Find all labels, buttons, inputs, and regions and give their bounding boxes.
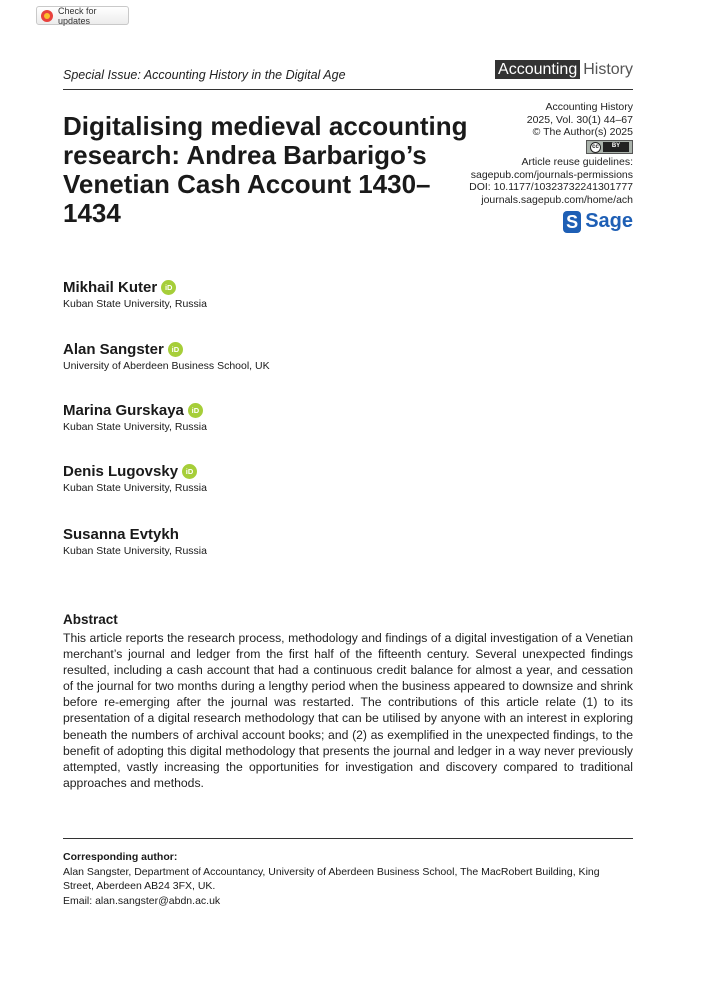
journal-home-link[interactable]: journals.sagepub.com/home/ach	[481, 193, 633, 206]
author-block	[63, 526, 207, 557]
author-name: Susanna Evtykh	[63, 526, 179, 543]
author-affiliation: Kuban State University, Russia	[63, 545, 207, 557]
special-issue-label: Special Issue: Accounting History in the Digital Age	[63, 68, 346, 82]
author-name: Denis Lugovsky	[63, 463, 179, 480]
author-name: Marina Gurskaya	[63, 402, 184, 419]
journal-name: Accounting History	[545, 101, 633, 113]
orcid-icon[interactable]: iD	[182, 464, 197, 479]
check-updates-label: Check for updates	[58, 5, 97, 26]
footer-divider	[63, 838, 633, 839]
orcid-icon[interactable]: iD	[188, 403, 203, 418]
creative-commons-icon[interactable]: cc BY	[586, 140, 633, 154]
author-name: Alan Sangster	[63, 341, 164, 358]
corresponding-address: Alan Sangster, Department of Accountancy, University of Aberdeen Business School, The MacRobert Building, King Street, Aberdeen AB24 3FX, UK.	[63, 865, 600, 892]
corresponding-heading: Corresponding author:	[63, 851, 178, 863]
publisher-name: Sage	[585, 210, 633, 232]
reuse-label: Article reuse guidelines:	[521, 156, 633, 168]
orcid-icon[interactable]: iD	[168, 342, 183, 357]
brand-part1: Accounting	[495, 60, 580, 79]
corresponding-author	[63, 850, 633, 908]
reuse-link[interactable]: sagepub.com/journals-permissions	[470, 168, 633, 181]
corresponding-email[interactable]: Email: alan.sangster@abdn.ac.uk	[63, 894, 221, 907]
author-affiliation: Kuban State University, Russia	[63, 298, 207, 310]
author-block	[63, 341, 270, 372]
journal-copyright: © The Author(s) 2025	[532, 126, 633, 138]
author-affiliation: Kuban State University, Russia	[63, 482, 207, 494]
journal-brand	[495, 60, 633, 79]
check-updates-icon	[41, 10, 53, 22]
author-affiliation: University of Aberdeen Business School, UK	[63, 360, 270, 372]
abstract-heading: Abstract	[63, 612, 118, 627]
brand-part2: History	[583, 61, 633, 78]
check-for-updates-badge[interactable]	[36, 6, 129, 25]
sage-logo[interactable]	[563, 210, 633, 233]
journal-volume: 2025, Vol. 30(1) 44–67	[526, 113, 633, 126]
article-title: Digitalising medieval accounting research: Andrea Barbarigo’s Venetian Cash Account 1430–1434	[63, 111, 468, 228]
author-block	[63, 402, 207, 433]
author-block	[63, 463, 207, 494]
doi-link[interactable]: DOI: 10.1177/10323732241301777	[469, 181, 633, 193]
header-divider	[63, 89, 633, 90]
journal-meta	[433, 101, 633, 206]
abstract-text: This article reports the research process, methodology and findings of a digital investigation of a Venetian merchant’s journal and ledger from the first half of the fifteenth century. Several unexpected findings resulted, including a cash account that had a continuous credit balance for almost a year, and cessation of the journal for two months during a lengthy period when the business appeared to downsize and shrink before re-emerging after the journal was restarted. The contributions of this article relate (1) to its presentation of a digital research methodology that can be utilised by anyone with an interest in exploring beneath the numbers of archival account books; and (2) as exemplified in the unexpected findings, to the benefit of adopting this digital methodology that presents the journal and ledger in a way never previously attempted, vastly increasing the opportunities for investigation and discovery compared to traditional approaches and methods.	[63, 631, 633, 790]
author-block	[63, 279, 207, 310]
author-name: Mikhail Kuter	[63, 279, 158, 296]
sage-logo-icon: S	[563, 211, 581, 233]
orcid-icon[interactable]: iD	[161, 280, 176, 295]
author-affiliation: Kuban State University, Russia	[63, 421, 207, 433]
